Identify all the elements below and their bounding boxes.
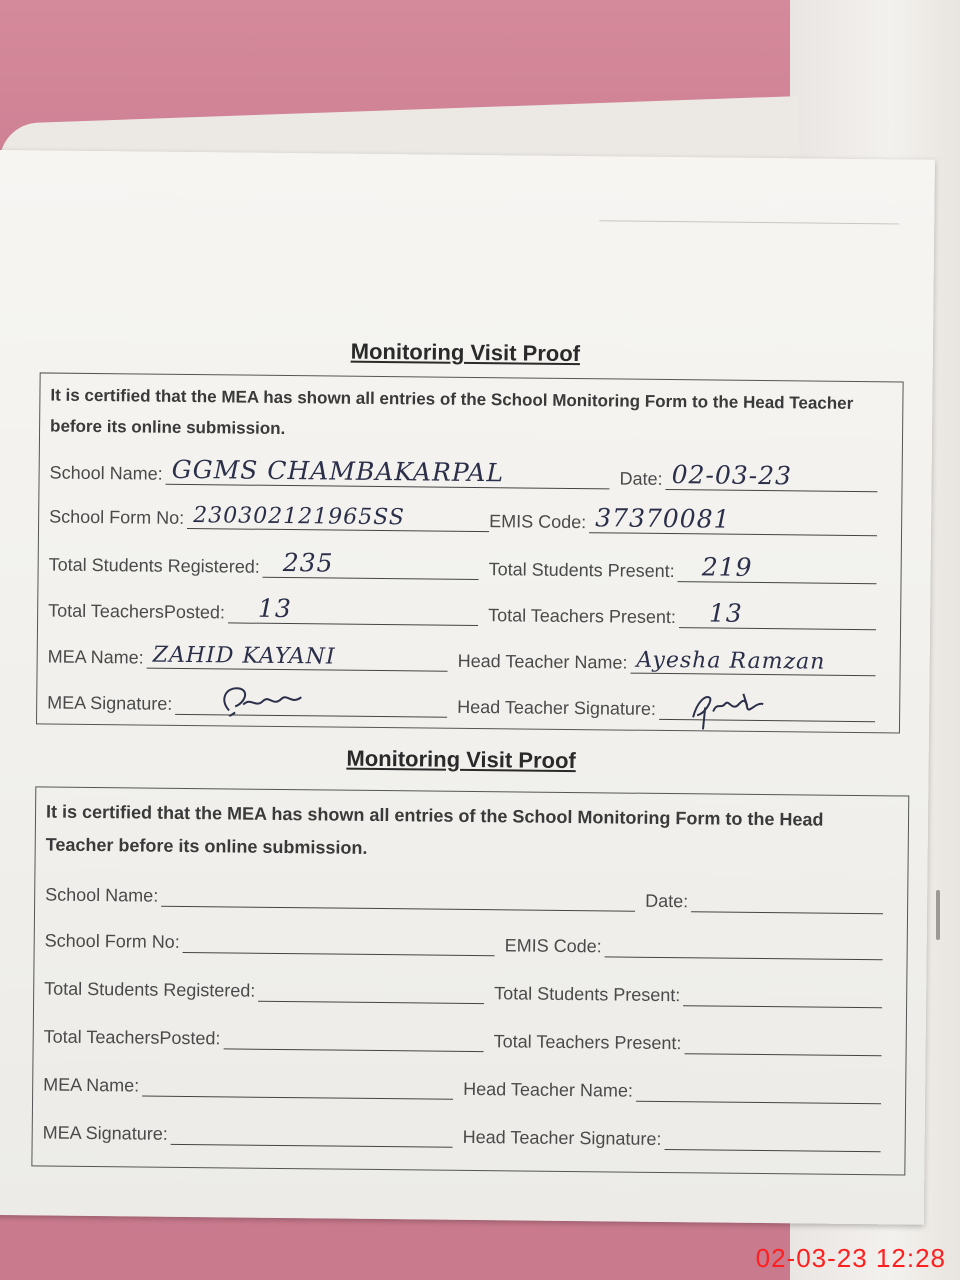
form-1-row-signatures bbox=[47, 680, 885, 723]
form-1-box bbox=[36, 372, 904, 733]
form-1-row-names bbox=[48, 634, 886, 677]
binder-clip-mark bbox=[936, 890, 940, 940]
school-name-label: School Name: bbox=[49, 462, 163, 484]
total-teachers-posted-field[interactable] bbox=[223, 1022, 483, 1052]
mea-signature-field bbox=[175, 688, 447, 718]
total-students-present-label: Total Students Present: bbox=[488, 559, 675, 582]
date-value: 02-03-23 bbox=[671, 460, 793, 491]
total-students-registered-label: Total Students Registered: bbox=[44, 978, 256, 1001]
school-form-no-label: School Form No: bbox=[49, 506, 185, 528]
school-name-value: GGMS CHAMBAKARPAL bbox=[171, 454, 505, 488]
form-1-row-school bbox=[50, 450, 888, 493]
date-label: Date: bbox=[645, 890, 689, 912]
head-teacher-signature-field bbox=[659, 693, 875, 722]
school-name-label: School Name: bbox=[45, 884, 159, 906]
total-students-present-value: 219 bbox=[701, 552, 753, 582]
mea-name-field bbox=[147, 642, 448, 672]
form-2-row-students bbox=[44, 966, 892, 1009]
total-teachers-present-field[interactable] bbox=[684, 1027, 881, 1056]
head-teacher-signature-label: Head Teacher Signature: bbox=[462, 1126, 662, 1149]
total-teachers-posted-label: Total TeachersPosted: bbox=[48, 600, 226, 623]
form-1-row-students bbox=[49, 542, 887, 585]
school-form-no-value: 230302121965SS bbox=[193, 503, 406, 531]
total-teachers-present-field bbox=[679, 598, 876, 630]
head-teacher-signature-mark bbox=[683, 687, 793, 732]
camera-timestamp: 02-03-23 12:28 bbox=[755, 1243, 946, 1273]
total-students-registered-label: Total Students Registered: bbox=[48, 554, 260, 577]
top-rule-line bbox=[599, 220, 899, 224]
form-2-row-signatures bbox=[43, 1110, 891, 1153]
total-students-present-label: Total Students Present: bbox=[494, 983, 681, 1006]
head-teacher-name-label: Head Teacher Name: bbox=[457, 650, 628, 673]
form-1-row-form-no bbox=[49, 494, 887, 537]
mea-name-value: ZAHID KAYANI bbox=[152, 642, 336, 670]
total-students-registered-field[interactable] bbox=[258, 975, 484, 1004]
emis-code-label: EMIS Code: bbox=[489, 511, 587, 533]
form-1-title: Monitoring Visit Proof bbox=[350, 338, 581, 367]
head-teacher-name-value: Ayesha Ramzan bbox=[636, 647, 826, 675]
form-1-row-teachers bbox=[48, 588, 886, 631]
form-2-certification: It is certified that the MEA has shown all entries of the School Monitoring Form to the Head Teacher before its online submission. bbox=[45, 801, 824, 858]
total-students-present-field[interactable] bbox=[683, 979, 882, 1008]
mea-name-label: MEA Name: bbox=[47, 646, 144, 668]
total-teachers-present-value: 13 bbox=[708, 598, 743, 628]
total-teachers-posted-field bbox=[228, 593, 478, 626]
head-teacher-name-label: Head Teacher Name: bbox=[463, 1078, 634, 1101]
school-name-field[interactable] bbox=[161, 880, 635, 912]
form-1-certification: It is certified that the MEA has shown all entries of the School Monitoring Form to the Head Teacher before its online submission. bbox=[50, 385, 854, 439]
head-teacher-signature-field[interactable] bbox=[664, 1123, 880, 1152]
total-students-registered-field bbox=[263, 547, 479, 580]
head-teacher-name-field[interactable] bbox=[636, 1075, 882, 1105]
school-form-no-label: School Form No: bbox=[44, 930, 180, 952]
mea-signature-mark bbox=[215, 682, 325, 717]
date-field bbox=[666, 460, 878, 492]
head-teacher-signature-label: Head Teacher Signature: bbox=[457, 696, 657, 719]
emis-code-value: 37370081 bbox=[595, 503, 731, 534]
paper-sheet bbox=[0, 150, 935, 1225]
head-teacher-name-field bbox=[630, 647, 876, 677]
emis-code-label: EMIS Code: bbox=[504, 935, 602, 957]
school-form-no-field[interactable] bbox=[183, 926, 495, 956]
form-2-row-form-no bbox=[45, 918, 893, 961]
school-name-field bbox=[166, 454, 610, 490]
total-teachers-posted-label: Total TeachersPosted: bbox=[43, 1026, 221, 1049]
mea-signature-label: MEA Signature: bbox=[47, 692, 173, 714]
mea-signature-field[interactable] bbox=[171, 1118, 453, 1148]
total-teachers-posted-value: 13 bbox=[257, 593, 292, 624]
mea-name-field[interactable] bbox=[142, 1070, 453, 1100]
date-field[interactable] bbox=[691, 885, 883, 914]
total-teachers-present-label: Total Teachers Present: bbox=[488, 605, 677, 628]
total-students-present-field bbox=[678, 552, 877, 584]
form-2-box bbox=[31, 786, 909, 1175]
total-students-registered-value: 235 bbox=[282, 547, 334, 578]
emis-code-field[interactable] bbox=[605, 930, 883, 960]
emis-code-field bbox=[589, 503, 877, 536]
date-label: Date: bbox=[619, 468, 663, 489]
school-form-no-field bbox=[187, 502, 489, 532]
form-2-row-teachers bbox=[44, 1014, 892, 1057]
mea-name-label: MEA Name: bbox=[43, 1074, 140, 1096]
form-2-row-names bbox=[43, 1062, 891, 1105]
mea-signature-label: MEA Signature: bbox=[42, 1122, 168, 1144]
form-2-row-school bbox=[45, 872, 893, 915]
total-teachers-present-label: Total Teachers Present: bbox=[493, 1031, 682, 1054]
form-2-title: Monitoring Visit Proof bbox=[346, 745, 576, 774]
